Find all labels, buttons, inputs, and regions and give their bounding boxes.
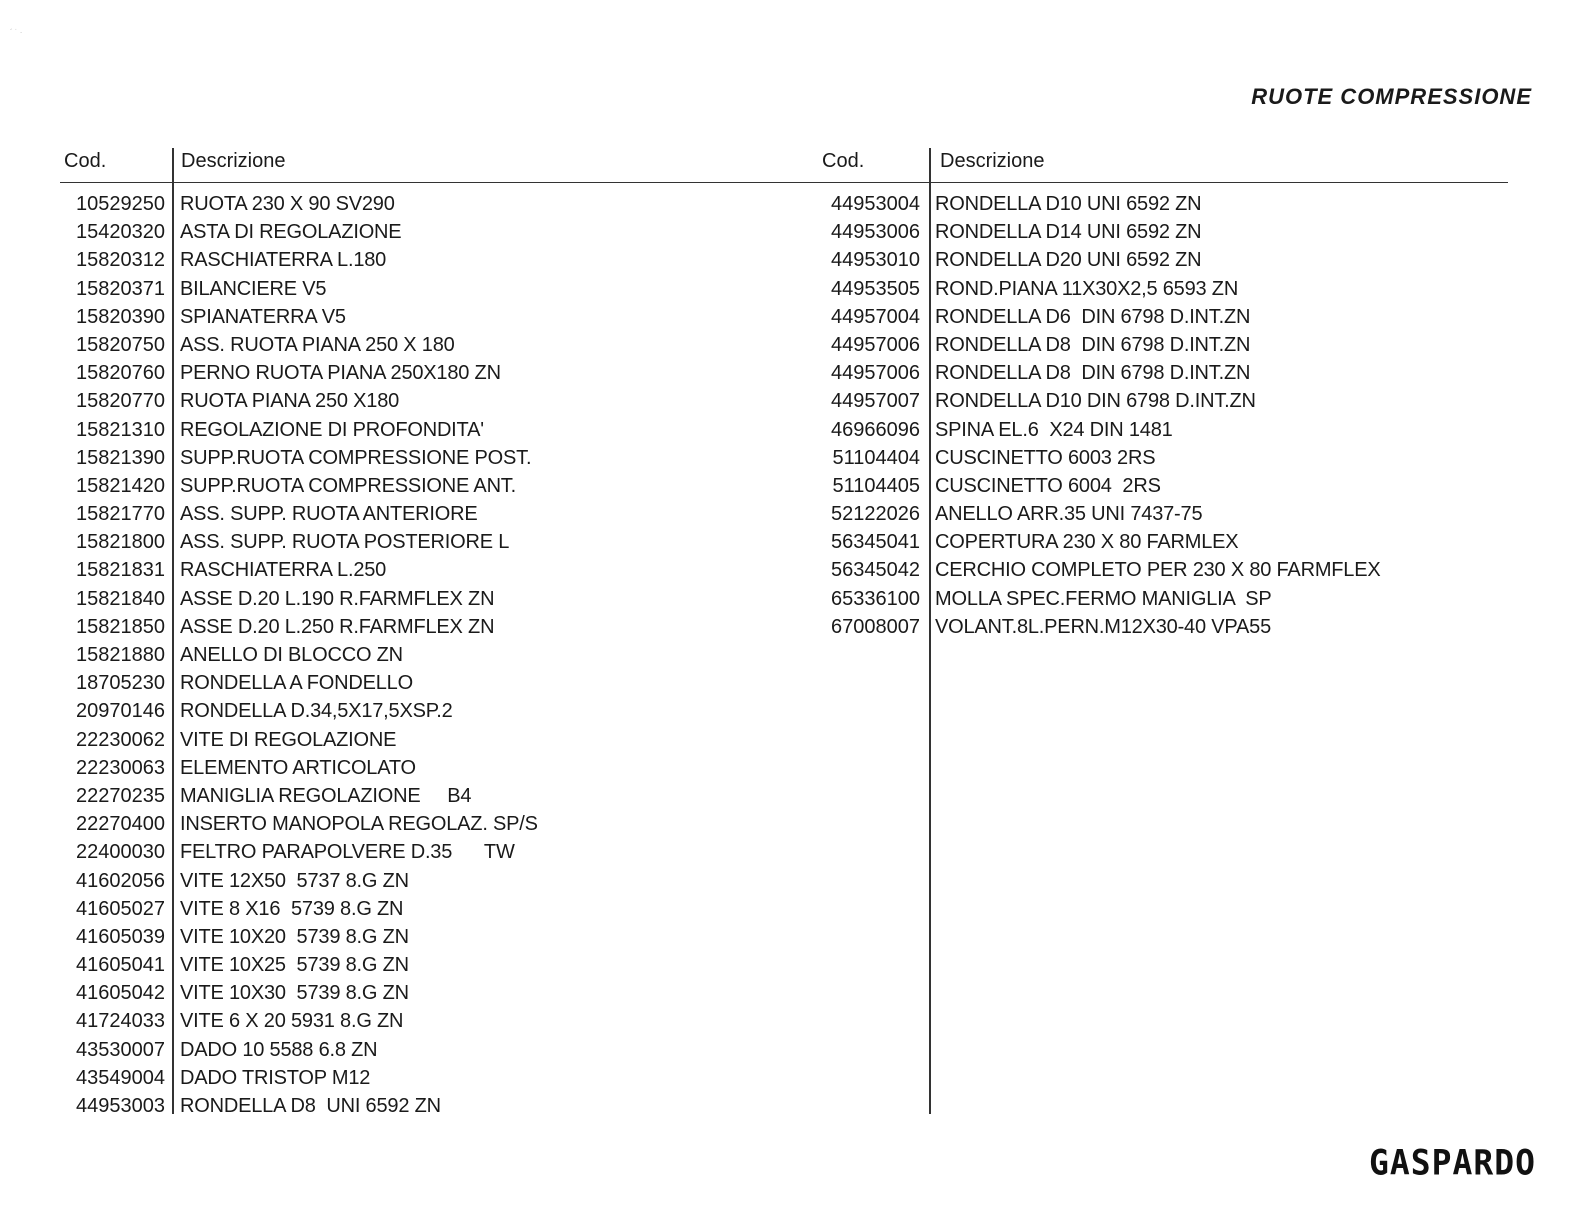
part-description: ASS. SUPP. RUOTA ANTERIORE bbox=[180, 503, 478, 526]
part-description: SUPP.RUOTA COMPRESSIONE ANT. bbox=[180, 474, 516, 497]
part-code: 20970146 bbox=[76, 700, 165, 723]
part-code: 22230063 bbox=[76, 756, 165, 779]
part-description: INSERTO MANOPOLA REGOLAZ. SP/S bbox=[180, 813, 538, 836]
table-row bbox=[45, 275, 745, 303]
part-description: DADO TRISTOP M12 bbox=[180, 1066, 371, 1089]
table-row bbox=[45, 782, 745, 810]
part-code: 52122026 bbox=[831, 503, 920, 526]
part-description: RASCHIATERRA L.180 bbox=[180, 249, 387, 272]
page-title: RUOTE COMPRESSIONE bbox=[1251, 84, 1532, 109]
table-row bbox=[45, 500, 745, 528]
part-code: 22270400 bbox=[76, 813, 165, 836]
part-description: ELEMENTO ARTICOLATO bbox=[180, 756, 416, 779]
part-code: 56345042 bbox=[831, 559, 920, 582]
part-description: VITE DI REGOLAZIONE bbox=[180, 728, 397, 751]
part-code: 15821840 bbox=[76, 587, 165, 610]
table-row bbox=[45, 472, 745, 500]
part-code: 41724033 bbox=[76, 1010, 165, 1033]
part-code: 15820390 bbox=[76, 305, 165, 328]
table-row bbox=[800, 613, 1500, 641]
part-description: VITE 10X25 5739 8.G ZN bbox=[180, 954, 409, 977]
part-description: ANELLO ARR.35 UNI 7437-75 bbox=[935, 503, 1203, 526]
part-description: ANELLO DI BLOCCO ZN bbox=[180, 644, 403, 666]
part-description: COPERTURA 230 X 80 FARMLEX bbox=[935, 531, 1239, 554]
part-code: 51104405 bbox=[832, 474, 920, 497]
scan-specks: ´ ˙ · bbox=[10, 28, 23, 37]
table-row bbox=[45, 1036, 745, 1064]
part-code: 43549004 bbox=[76, 1066, 165, 1089]
table-row bbox=[45, 1092, 745, 1120]
table-row bbox=[45, 444, 745, 472]
part-description: CUSCINETTO 6004 2RS bbox=[935, 474, 1161, 497]
part-code: 44953010 bbox=[831, 249, 920, 272]
part-description: RUOTA 230 X 90 SV290 bbox=[180, 193, 395, 215]
part-description: VITE 8 X16 5739 8.G ZN bbox=[180, 897, 404, 920]
table-row bbox=[800, 444, 1500, 472]
part-code: 18705230 bbox=[76, 672, 165, 695]
table-row bbox=[45, 585, 745, 613]
part-description: RONDELLA D10 DIN 6798 D.INT.ZN bbox=[935, 390, 1256, 413]
part-code: 56345041 bbox=[831, 531, 920, 554]
table-row bbox=[45, 1007, 745, 1035]
part-code: 44953006 bbox=[831, 221, 920, 244]
part-description: RONDELLA D14 UNI 6592 ZN bbox=[935, 221, 1202, 244]
table-row bbox=[45, 190, 745, 218]
table-row bbox=[45, 754, 745, 782]
table-row bbox=[45, 613, 745, 641]
part-code: 22400030 bbox=[76, 841, 165, 864]
part-description: BILANCIERE V5 bbox=[180, 277, 327, 300]
table-row bbox=[45, 979, 745, 1007]
left-code-header: Cod. bbox=[64, 150, 107, 172]
part-description: RASCHIATERRA L.250 bbox=[180, 559, 387, 582]
table-row bbox=[45, 528, 745, 556]
part-code: 15821831 bbox=[76, 559, 165, 582]
table-row bbox=[800, 556, 1500, 584]
table-row bbox=[45, 359, 745, 387]
left-description-header: Descrizione bbox=[181, 150, 286, 172]
part-description: RUOTA PIANA 250 X180 bbox=[180, 390, 400, 413]
table-row bbox=[45, 416, 745, 444]
part-code: 46966096 bbox=[831, 418, 920, 441]
part-description: ASTA DI REGOLAZIONE bbox=[180, 221, 402, 244]
table-row bbox=[45, 331, 745, 359]
part-description: RONDELLA D20 UNI 6592 ZN bbox=[935, 249, 1202, 272]
part-description: SPIANATERRA V5 bbox=[180, 305, 346, 328]
table-row bbox=[800, 585, 1500, 613]
part-description: ASSE D.20 L.190 R.FARMFLEX ZN bbox=[180, 587, 495, 610]
part-code: 15820312 bbox=[76, 249, 165, 272]
part-code: 44957006 bbox=[831, 362, 920, 385]
part-code: 44953505 bbox=[831, 277, 920, 300]
part-description: VITE 10X30 5739 8.G ZN bbox=[180, 982, 409, 1005]
table-row bbox=[45, 303, 745, 331]
table-row bbox=[800, 218, 1500, 246]
part-code: 15821390 bbox=[76, 446, 165, 469]
part-code: 41605042 bbox=[76, 982, 165, 1005]
table-row bbox=[800, 528, 1500, 556]
part-description: CUSCINETTO 6003 2RS bbox=[935, 446, 1156, 469]
table-row bbox=[45, 923, 745, 951]
part-description: DADO 10 5588 6.8 ZN bbox=[180, 1038, 378, 1061]
part-code: 22270235 bbox=[76, 784, 165, 807]
table-row bbox=[45, 951, 745, 979]
part-code: 15821850 bbox=[76, 615, 165, 638]
table-row bbox=[45, 867, 745, 895]
table-row bbox=[45, 810, 745, 838]
part-description: RONDELLA D10 UNI 6592 ZN bbox=[935, 193, 1202, 215]
part-description: CERCHIO COMPLETO PER 230 X 80 FARMFLEX bbox=[935, 559, 1381, 582]
table-row bbox=[800, 331, 1500, 359]
part-description: RONDELLA D6 DIN 6798 D.INT.ZN bbox=[935, 305, 1251, 328]
table-row bbox=[45, 697, 745, 725]
part-code: 41605027 bbox=[76, 897, 165, 920]
part-code: 10529250 bbox=[76, 193, 165, 215]
part-description: VITE 10X20 5739 8.G ZN bbox=[180, 925, 409, 948]
table-row bbox=[45, 1064, 745, 1092]
part-code: 43530007 bbox=[76, 1038, 165, 1061]
part-code: 44957004 bbox=[831, 305, 920, 328]
table-row bbox=[800, 387, 1500, 415]
part-description: RONDELLA D8 UNI 6592 ZN bbox=[180, 1095, 441, 1117]
table-row bbox=[800, 246, 1500, 274]
part-description: PERNO RUOTA PIANA 250X180 ZN bbox=[180, 362, 501, 385]
part-code: 44953003 bbox=[76, 1095, 165, 1117]
table-row bbox=[45, 246, 745, 274]
part-description: RONDELLA D8 DIN 6798 D.INT.ZN bbox=[935, 362, 1251, 385]
part-description: SPINA EL.6 X24 DIN 1481 bbox=[935, 418, 1173, 441]
part-code: 44957007 bbox=[831, 390, 920, 413]
part-description: VITE 12X50 5737 8.G ZN bbox=[180, 869, 409, 892]
gaspardo-logo: GASPARDO bbox=[1369, 1142, 1536, 1183]
table-row bbox=[800, 472, 1500, 500]
table-row bbox=[45, 895, 745, 923]
table-row bbox=[800, 190, 1500, 218]
part-description: SUPP.RUOTA COMPRESSIONE POST. bbox=[180, 446, 532, 469]
part-description: ASSE D.20 L.250 R.FARMFLEX ZN bbox=[180, 615, 495, 638]
part-description: RONDELLA D8 DIN 6798 D.INT.ZN bbox=[935, 333, 1251, 356]
part-code: 15821880 bbox=[76, 644, 165, 666]
table-row bbox=[45, 669, 745, 697]
part-code: 22230062 bbox=[76, 728, 165, 751]
part-code: 15821420 bbox=[76, 474, 165, 497]
left-parts-list bbox=[45, 190, 745, 1120]
part-description: RONDELLA A FONDELLO bbox=[180, 672, 413, 695]
part-code: 41602056 bbox=[76, 869, 165, 892]
part-description: MANIGLIA REGOLAZIONE B4 bbox=[180, 784, 472, 807]
part-description: VOLANT.8L.PERN.M12X30-40 VPA55 bbox=[935, 615, 1272, 638]
part-description: ASS. RUOTA PIANA 250 X 180 bbox=[180, 333, 455, 356]
part-code: 15821770 bbox=[76, 503, 165, 526]
right-description-header: Descrizione bbox=[940, 150, 1045, 172]
part-code: 44953004 bbox=[831, 193, 920, 215]
part-code: 65336100 bbox=[831, 587, 920, 610]
table-row bbox=[800, 303, 1500, 331]
part-description: MOLLA SPEC.FERMO MANIGLIA SP bbox=[935, 587, 1272, 610]
part-description: FELTRO PARAPOLVERE D.35 TW bbox=[180, 841, 515, 864]
table-row bbox=[45, 218, 745, 246]
part-description: RONDELLA D.34,5X17,5XSP.2 bbox=[180, 700, 453, 723]
table-row bbox=[800, 359, 1500, 387]
table-row bbox=[800, 500, 1500, 528]
part-code: 41605039 bbox=[76, 925, 165, 948]
right-code-header: Cod. bbox=[822, 150, 865, 172]
part-description: ROND.PIANA 11X30X2,5 6593 ZN bbox=[935, 277, 1239, 300]
part-code: 44957006 bbox=[831, 333, 920, 356]
part-code: 67008007 bbox=[831, 615, 920, 638]
table-row bbox=[45, 641, 745, 669]
header-underline bbox=[60, 182, 1508, 183]
table-row bbox=[800, 275, 1500, 303]
part-code: 51104404 bbox=[832, 446, 920, 469]
part-description: REGOLAZIONE DI PROFONDITA' bbox=[180, 418, 484, 441]
part-description: ASS. SUPP. RUOTA POSTERIORE L bbox=[180, 531, 510, 554]
table-row bbox=[800, 416, 1500, 444]
part-code: 15821310 bbox=[76, 418, 165, 441]
part-code: 15820371 bbox=[76, 277, 165, 300]
part-code: 15820770 bbox=[76, 390, 165, 413]
part-code: 15420320 bbox=[76, 221, 165, 244]
table-row bbox=[45, 838, 745, 866]
table-row bbox=[45, 726, 745, 754]
part-description: VITE 6 X 20 5931 8.G ZN bbox=[180, 1010, 404, 1033]
table-row bbox=[45, 387, 745, 415]
part-code: 41605041 bbox=[76, 954, 165, 977]
right-parts-list bbox=[800, 190, 1500, 641]
table-row bbox=[45, 556, 745, 584]
part-code: 15821800 bbox=[76, 531, 165, 554]
part-code: 15820750 bbox=[76, 333, 165, 356]
part-code: 15820760 bbox=[76, 362, 165, 385]
